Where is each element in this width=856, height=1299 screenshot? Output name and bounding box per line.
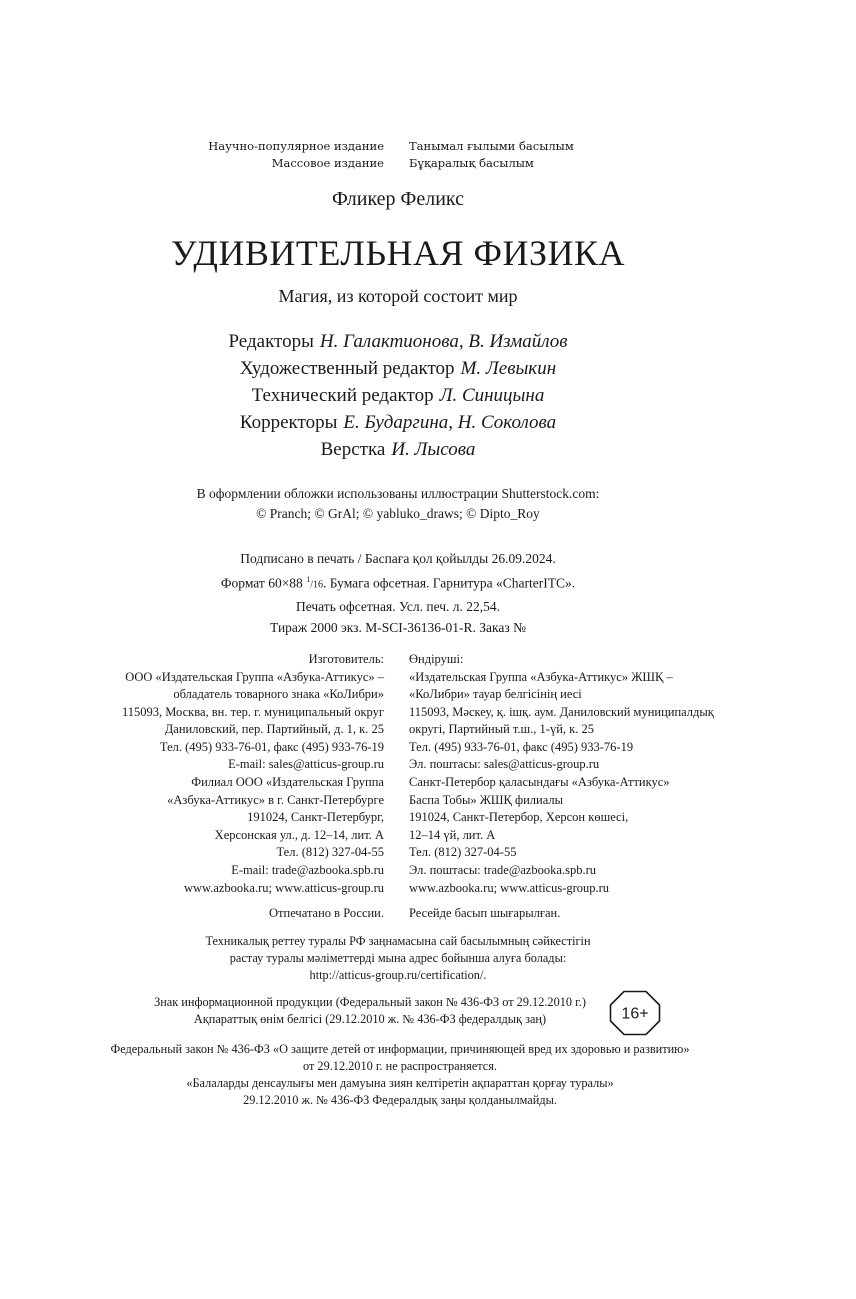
manufacturer-line: 115093, Москва, вн. тер. г. муниципальный округ <box>121 704 384 719</box>
print-method: Печать офсетная. Усл. печ. л. 22,54. <box>295 598 501 614</box>
branch-line: E-mail: trade@azbooka.spb.ru <box>231 862 384 877</box>
credit-line <box>0 409 796 436</box>
branch-kz <box>409 774 670 879</box>
credit-line <box>0 328 796 355</box>
branch-line: Тел. (812) 327-04-55 <box>276 845 384 859</box>
print-format <box>0 569 796 596</box>
branch-line: 12–14 үй, лит. А <box>409 827 496 842</box>
printed-ru: Отпечатано в России. <box>269 906 384 920</box>
cover-credits <box>0 484 796 524</box>
manufacturer-line: 115093, Мәскеу, қ. ішқ. аум. Даниловский муниципалдық <box>409 704 714 719</box>
edition-type-kz <box>409 138 574 172</box>
manufacturer-line: Тел. (495) 933-76-01, факс (495) 933-76-19 <box>409 739 634 754</box>
branch-line: Эл. поштасы: trade@azbooka.spb.ru <box>409 862 597 877</box>
credit-line <box>0 355 796 382</box>
manufacturer-line: Тел. (495) 933-76-01, факс (495) 933-76-19 <box>159 739 384 754</box>
certification-block <box>0 933 796 984</box>
law-line: от 29.12.2010 г. не распространяется. <box>302 1059 497 1073</box>
manufacturer-line: ООО «Издательская Группа «Азбука-Аттикус» – <box>125 669 384 684</box>
print-format-suffix: . Бумага офсетная. Гарнитура «CharterITC». <box>322 575 576 591</box>
credits-block <box>0 328 796 463</box>
branch-line: Санкт-Петербор қаласындағы «Азбука-Аттикус» <box>409 775 670 789</box>
printed-kz: Ресейде басып шығарылған. <box>409 906 561 920</box>
manufacturer-line: E-mail: sales@atticus-group.ru <box>228 757 384 771</box>
cover-credit-line: © Pranch; © GrAl; © yabluko_draws; © Dipto_Roy <box>256 506 540 521</box>
edition-type-line: Массовое издание <box>271 155 384 170</box>
credit-names: Л. Синицына <box>439 385 545 406</box>
certification-line: растау туралы мәліметтерді мына адрес бойынша алуға болады: <box>229 951 567 965</box>
age-rating-text: 16+ <box>621 1005 649 1023</box>
credit-role: Редакторы <box>228 331 314 352</box>
edition-type-line: Научно-популярное издание <box>208 139 384 153</box>
law-line: Федеральный закон № 436-ФЗ «О защите детей от информации, причиняющей вред их здоровью и развитию» <box>110 1042 690 1056</box>
law-line: «Балаларды денсаулығы мен дамуына зиян келтіретін ақпараттан қорғау туралы» <box>186 1076 614 1090</box>
credit-role: Верстка <box>320 439 386 460</box>
credit-names: Е. Бударгина, Н. Соколова <box>343 412 557 433</box>
print-date: Подписано в печать / Баспаға қол қойылды 26.09.2024. <box>240 551 556 566</box>
edition-type-line: Танымал ғылыми басылым <box>409 139 574 153</box>
print-format-sub: /16 <box>310 579 323 591</box>
manufacturer-kz <box>409 651 714 774</box>
edition-type-line: Бұқаралық басылым <box>409 155 534 170</box>
credit-role: Художественный редактор <box>239 358 455 379</box>
credit-names: М. Левыкин <box>460 358 557 379</box>
book-title: УДИВИТЕЛЬНАЯ ФИЗИКА <box>171 233 625 273</box>
law-line: 29.12.2010 ж. № 436-ФЗ Федералдық заңы қолданылмайды. <box>243 1093 557 1107</box>
law-notice <box>0 1041 800 1109</box>
certification-line: Техникалық реттеу туралы РФ заңнамасына сай басылымның сәйкестігін <box>205 934 591 948</box>
websites-ru: www.azbooka.ru; www.atticus-group.ru <box>183 881 384 895</box>
manufacturer-line: Даниловский, пер. Партийный, д. 1, к. 25 <box>164 722 384 736</box>
branch-line: «Азбука-Аттикус» в г. Санкт-Петербурге <box>167 792 384 807</box>
info-sign-line: Ақпараттық өнім белгісі (29.12.2010 ж. № 436-ФЗ федералдық заң) <box>193 1012 547 1026</box>
print-info <box>0 548 796 638</box>
info-sign-line: Знак информационной продукции (Федеральный закон № 436-ФЗ от 29.12.2010 г.) <box>154 995 586 1009</box>
credit-role: Корректоры <box>239 412 338 433</box>
print-format-sup: 1 <box>306 575 311 584</box>
branch-ru <box>167 774 384 879</box>
manufacturer-line: Эл. поштасы: sales@atticus-group.ru <box>409 757 600 771</box>
manufacturer-line: Изготовитель: <box>308 652 384 666</box>
branch-line: Баспа Тобы» ЖШҚ филиалы <box>409 792 563 807</box>
book-subtitle: Магия, из которой состоит мир <box>278 286 518 306</box>
branch-line: Тел. (812) 327-04-55 <box>409 845 517 859</box>
age-rating-octagon-icon <box>609 990 661 1036</box>
branch-line: Херсонская ул., д. 12–14, лит. А <box>214 827 384 842</box>
manufacturer-line: Өндіруші: <box>409 652 464 666</box>
credit-names: Н. Галактионова, В. Измайлов <box>319 331 568 352</box>
branch-line: 191024, Санкт-Петербор, Херсон көшесі, <box>409 810 629 824</box>
websites-kz: www.azbooka.ru; www.atticus-group.ru <box>409 881 610 895</box>
manufacturer-ru <box>122 651 384 774</box>
credit-line <box>0 382 796 409</box>
branch-line: Филиал ООО «Издательская Группа <box>191 775 384 789</box>
print-run: Тираж 2000 экз. M-SCI-36136-01-R. Заказ № <box>270 619 526 635</box>
manufacturer-line: округі, Партийный т.ш., 1-үй, к. 25 <box>409 722 594 736</box>
credit-role: Технический редактор <box>251 385 434 406</box>
cover-credit-line: В оформлении обложки использованы иллюстрации Shutterstock.com: <box>196 486 600 501</box>
credit-names: И. Лысова <box>391 439 476 460</box>
certification-link: http://atticus-group.ru/certification/. <box>309 968 487 982</box>
age-rating-badge <box>609 990 661 1036</box>
branch-line: 191024, Санкт-Петербург, <box>247 810 384 824</box>
manufacturer-line: «КоЛибри» тауар белгісінің иесі <box>409 687 582 701</box>
edition-type-ru <box>208 138 384 172</box>
manufacturer-line: «Издательская Группа «Азбука-Аттикус» ЖШҚ – <box>409 669 673 684</box>
manufacturer-line: обладатель товарного знака «КоЛибри» <box>173 687 384 701</box>
author-name: Фликер Феликс <box>331 188 465 210</box>
credit-line <box>0 436 796 463</box>
print-format-prefix: Формат 60×88 <box>220 575 307 591</box>
